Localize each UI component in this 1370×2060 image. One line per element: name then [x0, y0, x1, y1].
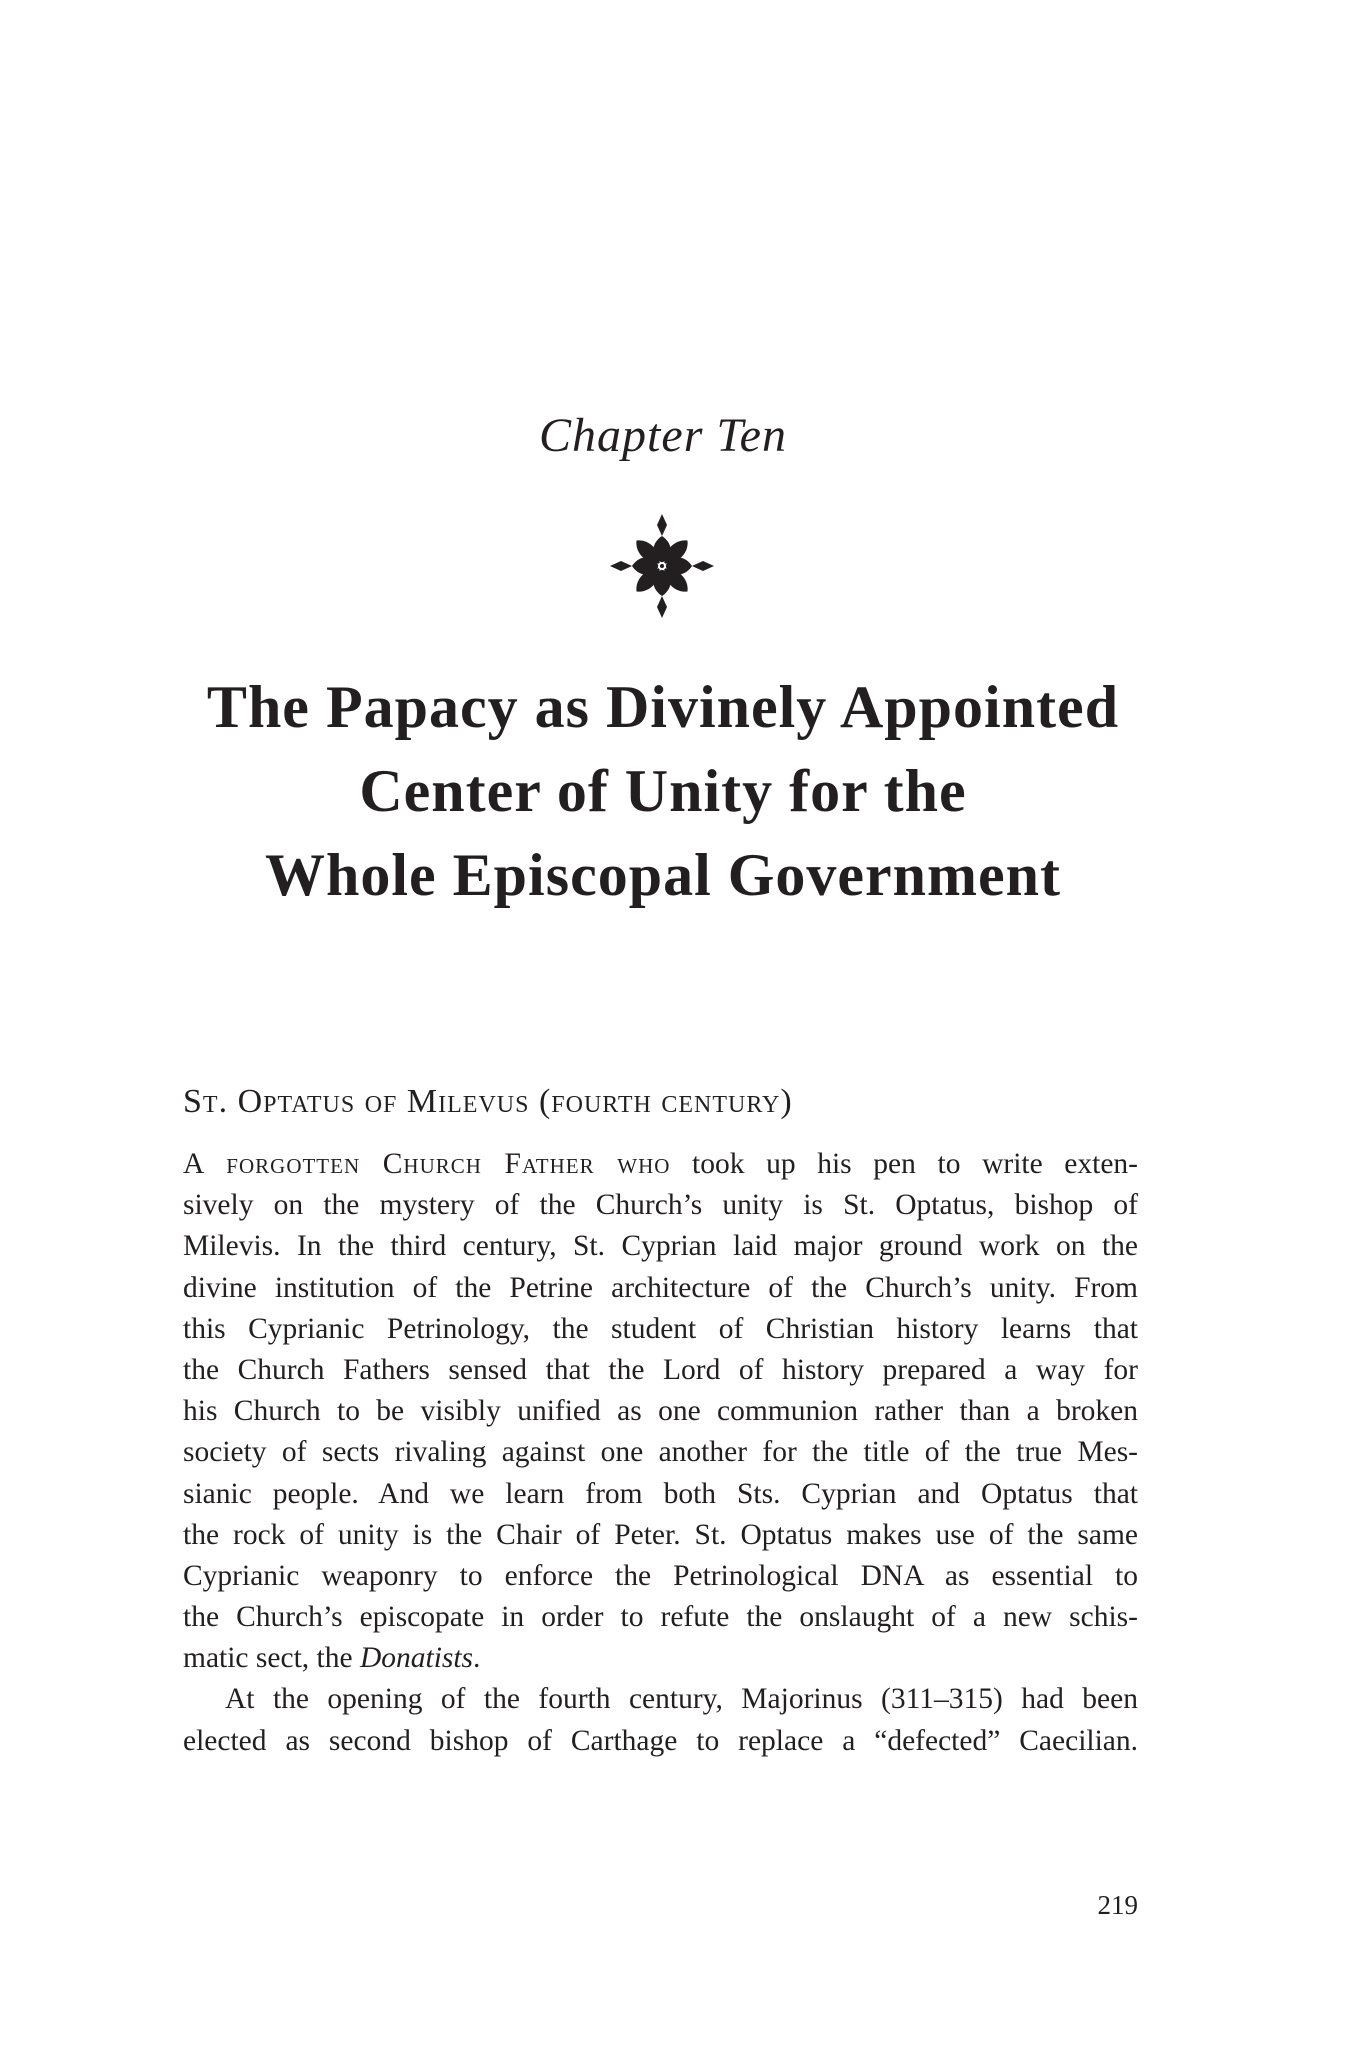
paragraph-line: sively on the mystery of the Church’s unity is St. Optatus, bishop of — [183, 1189, 1138, 1222]
paragraph-line: his Church to be visibly unified as one communion rather than a broken — [183, 1395, 1138, 1428]
chapter-label: Chapter Ten — [539, 409, 787, 462]
line-text: matic sect, the — [183, 1642, 360, 1675]
chapter-title-line: The Papacy as Divinely Appointed — [206, 674, 1120, 740]
chapter-title — [0, 665, 1326, 917]
paragraph-line: Cyprianic weaponry to enforce the Petrinological DNA as essential to — [183, 1559, 1138, 1592]
paragraph-line — [183, 1144, 1138, 1185]
paragraph-line: the rock of unity is the Chair of Peter. St. Optatus makes use of the same — [183, 1518, 1138, 1551]
chapter-title-line: Whole Episcopal Government — [264, 842, 1061, 908]
line-text: took up his pen to write exten- — [670, 1148, 1139, 1180]
line-text: . — [473, 1642, 481, 1675]
page-number: 219 — [1097, 1890, 1138, 1920]
italic-term: Donatists — [359, 1642, 474, 1675]
fleuron-cross-icon — [608, 512, 716, 620]
paragraph-line: Milevis. In the third century, St. Cyprian laid major ground work on the — [183, 1230, 1138, 1263]
lead-in-smallcaps: A forgotten Church Father who — [183, 1148, 671, 1180]
body-text — [183, 1144, 1138, 1762]
paragraph-line: this Cyprianic Petrinology, the student of Christian history learns that — [183, 1312, 1138, 1345]
chapter-title-line: Center of Unity for the — [359, 758, 967, 824]
paragraph-line: sianic people. And we learn from both Sts. Cyprian and Optatus that — [183, 1477, 1138, 1510]
paragraph-line — [183, 1638, 1138, 1679]
paragraph-line: the Church Fathers sensed that the Lord of history prepared a way for — [183, 1353, 1138, 1386]
paragraph-line: At the opening of the fourth century, Majorinus (311–315) had been — [225, 1683, 1138, 1716]
section-heading: St. Optatus of Milevus (fourth century) — [183, 1083, 793, 1120]
paragraph-line: society of sects rivaling against one another for the title of the true Mes- — [183, 1436, 1138, 1469]
paragraph-line: elected as second bishop of Carthage to replace a “defected” Caecilian. — [183, 1724, 1138, 1757]
paragraph-line: divine institution of the Petrine architecture of the Church’s unity. From — [183, 1271, 1138, 1304]
paragraph-line: the Church’s episcopate in order to refute the onslaught of a new schis- — [183, 1601, 1138, 1634]
